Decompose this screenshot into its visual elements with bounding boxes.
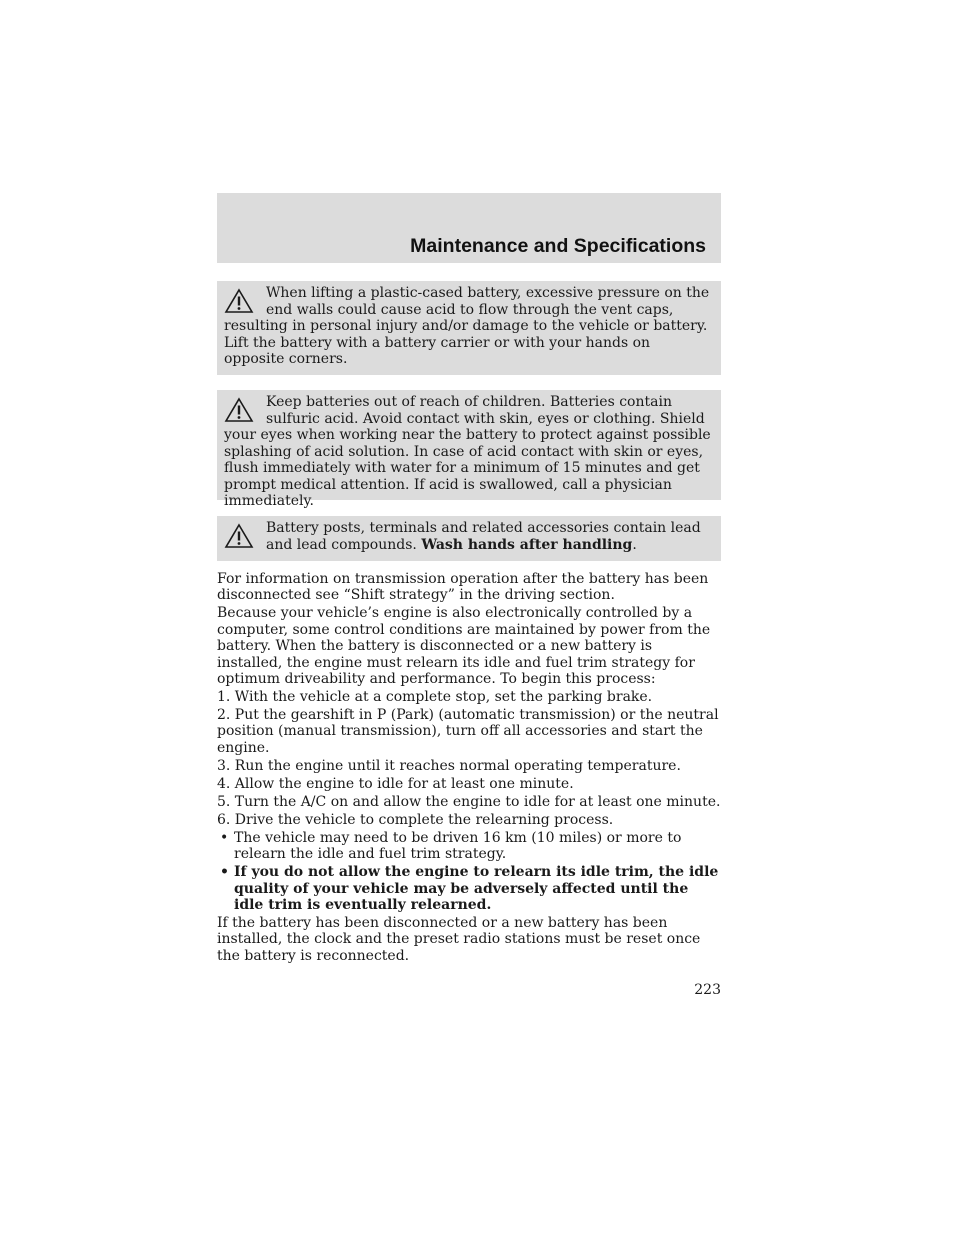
bullet-dot: • bbox=[220, 829, 229, 846]
paragraph-reset: If the battery has been disconnected or a new battery has been installed, the clock and the preset radio stations must be reset once the battery is reconnected. bbox=[217, 915, 701, 964]
warning-box-lifting bbox=[217, 281, 721, 375]
bullet-item bbox=[217, 830, 721, 863]
warning-box-lead bbox=[217, 516, 721, 561]
warning-end-text: . bbox=[632, 536, 637, 553]
section-header bbox=[217, 193, 721, 263]
warning-triangle-icon bbox=[224, 523, 254, 549]
bullet-text: If you do not allow the engine to relearn its idle trim, the idle quality of your vehicle may be adversely affected until the idle trim is eventually relearned. bbox=[234, 864, 719, 914]
step-item: 5. Turn the A/C on and allow the engine to idle for at least one minute. bbox=[217, 793, 721, 810]
step-item: 6. Drive the vehicle to complete the relearning process. bbox=[217, 811, 614, 828]
step-item: 2. Put the gearshift in P (Park) (automatic transmission) or the neutral position (manual transmission), turn off all accessories and start the engine. bbox=[217, 707, 719, 756]
warning-triangle-icon bbox=[224, 397, 254, 423]
page-number: 223 bbox=[694, 982, 721, 998]
section-title: Maintenance and Specifications bbox=[410, 235, 706, 257]
paragraph-relearn: Because your vehicle’s engine is also electronically controlled by a computer, some control conditions are maintained by power from the battery. When the battery is disconnected or a new battery is installed, the engine must relearn its idle and fuel trim strategy for optimum driveability and performance. To begin this process: bbox=[217, 605, 711, 688]
step-item: 1. With the vehicle at a complete stop, set the parking brake. bbox=[217, 689, 653, 706]
bullet-dot: • bbox=[220, 864, 229, 881]
manual-page bbox=[217, 193, 721, 998]
paragraph-transmission: For information on transmission operation after the battery has been disconnected see “Shift strategy” in the driving section. bbox=[217, 571, 709, 604]
body-text bbox=[217, 571, 721, 964]
warning-text: Keep batteries out of reach of children. Batteries contain sulfuric acid. Avoid contact with skin, eyes or clothing. Shield your eyes when working near the battery to protect against possible splashing of acid solution. In case of acid contact with skin or eyes, flush immediately with water for a minimum of 15 minutes and get prompt medical attention. If acid is swallowed, call a physician immediately. bbox=[224, 394, 711, 509]
warning-text: Battery posts, terminals and related accessories contain lead and lead compounds. bbox=[266, 520, 701, 553]
step-item: 3. Run the engine until it reaches normal operating temperature. bbox=[217, 757, 681, 774]
bullet-text: The vehicle may need to be driven 16 km (10 miles) or more to relearn the idle and fuel trim strategy. bbox=[234, 829, 682, 863]
bullet-item-bold bbox=[217, 864, 721, 913]
warning-bold-text: Wash hands after handling bbox=[421, 536, 633, 553]
warning-triangle-icon bbox=[224, 288, 254, 314]
warning-text: When lifting a plastic-cased battery, excessive pressure on the end walls could cause acid to flow through the vent caps, resulting in personal injury and/or damage to the vehicle or battery. Lift the battery with a battery carrier or with your hands on opposite corners. bbox=[224, 285, 710, 367]
step-item: 4. Allow the engine to idle for at least one minute. bbox=[217, 775, 574, 792]
warning-box-children bbox=[217, 390, 721, 509]
